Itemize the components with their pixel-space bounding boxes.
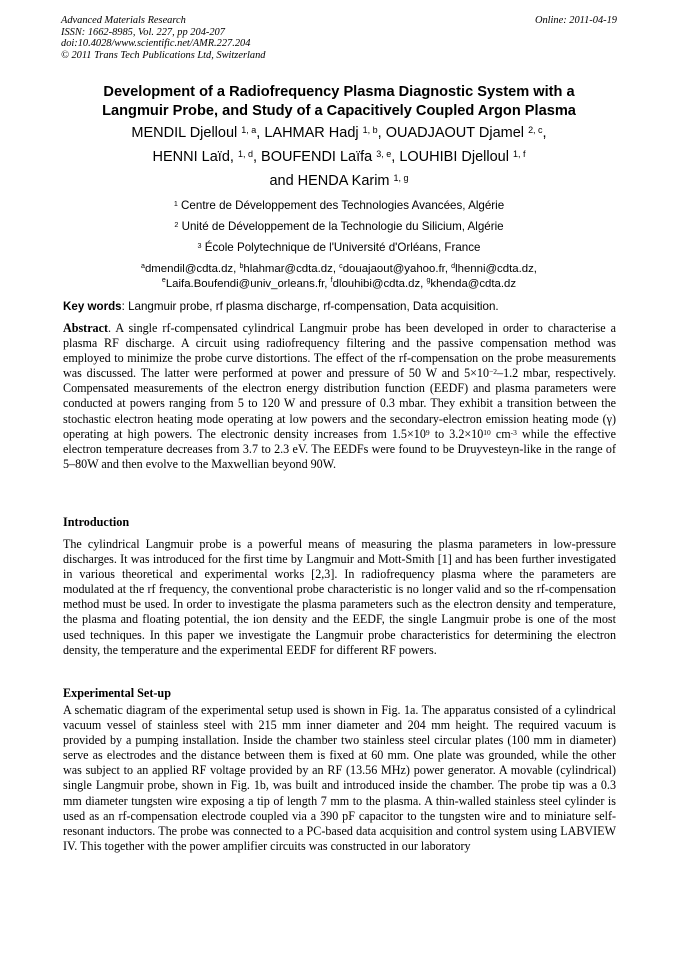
author-affiliation-mark: 1, d xyxy=(237,149,253,160)
author-affiliation-mark: 1, b xyxy=(362,125,378,136)
author-line-3 xyxy=(58,169,620,193)
email-address[interactable]: dlouhibi@cdta.dz, xyxy=(332,277,427,290)
author-affiliation-mark: 2, c xyxy=(528,125,543,136)
exponent: -3 xyxy=(510,427,517,437)
copyright-line: © 2011 Trans Tech Publications Ltd, Switzerland xyxy=(61,49,266,61)
introduction-text: The cylindrical Langmuir probe is a powerful means of measuring the plasma parameters in low-pressure discharges. It was introduced for the first time by Langmuir and Mott-Smith [1] and has been further investigated in various theoretical and experimental works [2,3]. In radiofrequency plasma where the parameters are modulated at the rf frequency, the conventional probe characteristic is no longer valid and so the rf-compensation method must be used. In order to investigate the plasma parameters such as the electron density and temperature, the plasma and floating potential, the ion density and the EEDF, the single Langmuir probe is one of the most used techniques. In this paper we investigate the Langmuir probe characteristics for determining the electron density, the temperature and the experimental EEDF for different RF powers. xyxy=(63,537,616,657)
email-address[interactable]: dmendil@cdta.dz, xyxy=(144,263,240,275)
doi-line: doi:10.4028/www.scientific.net/AMR.227.204 xyxy=(61,38,251,50)
author-separator: , xyxy=(542,125,547,141)
author-list xyxy=(58,121,620,193)
email-address[interactable]: khenda@cdta.dz xyxy=(430,277,517,290)
author-line-1 xyxy=(58,121,620,145)
email-list xyxy=(58,262,620,291)
affiliation-text: Centre de Développement des Technologies Avancées, Algérie xyxy=(181,199,505,212)
keywords-text: : Langmuir probe, rf plasma discharge, rf-compensation, Data acquisition. xyxy=(121,300,499,313)
keywords xyxy=(63,300,619,314)
author-name: OUADJAOUT Djamel xyxy=(385,125,525,141)
abstract-text: while the effective electron temperature decreases from 3.7 to 2.3 eV. The EEDFs were found to be Druyvesteyn-like in the range of 5–80W and then evolve to the Maxwellian beyond 90W. xyxy=(63,426,616,471)
affiliation-text: École Polytechnique de l'Université d'Orléans, France xyxy=(204,241,481,254)
affiliation-number: 1 xyxy=(173,198,178,208)
author-separator: , xyxy=(391,149,400,165)
issn-line: ISSN: 1662-8985, Vol. 227, pp 204-207 xyxy=(61,26,225,38)
abstract xyxy=(63,321,616,472)
email-line-2 xyxy=(58,277,620,292)
abstract-text: cm xyxy=(490,426,511,441)
author-name: BOUFENDI Laïfa xyxy=(261,149,373,165)
exponent: −2 xyxy=(489,367,498,377)
author-name: MENDIL Djelloul xyxy=(131,125,238,141)
exponent: 9 xyxy=(425,427,430,437)
email-mark: a xyxy=(141,262,145,270)
title-line-2: Langmuir Probe, and Study of a Capacitively Coupled Argon Plasma xyxy=(102,103,576,119)
experimental-text: A schematic diagram of the experimental setup used is shown in Fig. 1a. The apparatus consisted of a cylindrical vacuum vessel of stainless steel with 215 mm inner diameter and 204 mm height. The required vacuum is provided by a pumping installation. Inside the chamber two stainless steel circular plates (100 mm in diameter) serve as electrodes and the distance between them is fixed at 60 mm. One plate was grounded, while the other was subject to an applied RF voltage provided by an RF (13.56 MHz) power generator. A movable (cylindrical) single Langmuir probe, shown in Fig. 1b, was built and introduced inside the chamber. The probe tip was a 0.3 mm diameter tungsten wire exposing a tip of length 7 mm to the plasma. A thin-walled stainless steel cylinder is used as an rf-compensation electrode coupled via a 390 pF capacitor to the tungsten wire and to miniature self-resonant inductors. The probe was connected to a PC-based data acquisition and control system using LABVIEW IV. This together with the power amplifier circuits was constructed in our laboratory xyxy=(63,703,616,853)
author-name: LAHMAR Hadj xyxy=(264,125,359,141)
author-name: and HENDA Karim xyxy=(269,173,390,189)
abstract-text: –1.2 mbar, respectively. Compensated measurements of the electron energy distribution function (EEDF) and plasma parameters were conducted at powers ranging from 5 to 120 W and pressure of 0.3 mbar. They exhibit a transition between the stochastic electron heating mode operating at low powers and the secondary-electron emission heating mode (γ) operating at high powers. The electronic density increases from 1.5×10 xyxy=(63,366,616,441)
email-address[interactable]: lhenni@cdta.dz, xyxy=(455,263,537,275)
affiliation-text: Unité de Développement de la Technologie du Silicium, Algérie xyxy=(181,220,504,233)
abstract-text: to 3.2×10 xyxy=(429,426,484,441)
email-address[interactable]: hlahmar@cdta.dz, xyxy=(243,263,340,275)
affiliation-number: 2 xyxy=(174,219,179,229)
email-mark: e xyxy=(161,277,166,285)
author-separator: , xyxy=(252,149,262,165)
affiliation-number: 3 xyxy=(197,240,202,250)
affiliation-3 xyxy=(58,241,620,255)
email-address[interactable]: Laifa.Boufendi@univ_orleans.fr, xyxy=(165,277,331,290)
email-mark: d xyxy=(451,262,456,270)
experimental-heading: Experimental Set-up xyxy=(63,686,171,700)
author-affiliation-mark: 1, f xyxy=(512,149,526,160)
email-mark: b xyxy=(239,262,244,270)
paper-title xyxy=(58,83,620,121)
journal-name: Advanced Materials Research xyxy=(61,15,186,26)
exponent: 10 xyxy=(483,427,491,437)
author-affiliation-mark: 1, a xyxy=(241,125,257,136)
email-line-1 xyxy=(58,262,620,277)
abstract-text: . A single rf-compensated cylindrical Langmuir probe has been developed in order to characterise a plasma RF discharge. A circuit using radiofrequency filtering and the passive compensation method was employed to minimize the probe curve distortions. The effect of the rf-compensation on the probe measurements was discussed. The latter were performed at power and pressure of 50 W and 5×10 xyxy=(63,321,616,381)
journal-header xyxy=(61,15,617,61)
abstract-label: Abstract xyxy=(63,321,109,335)
online-date: Online: 2011-04-19 xyxy=(534,15,617,26)
author-name: LOUHIBI Djelloul xyxy=(399,149,509,165)
keywords-label: Key words xyxy=(63,300,122,313)
author-separator: , xyxy=(377,125,386,141)
author-separator: , xyxy=(256,125,265,141)
author-affiliation-mark: 1, g xyxy=(393,173,409,184)
author-line-2 xyxy=(58,145,620,169)
author-name: HENNI Laïd, xyxy=(152,149,234,165)
title-line-1: Development of a Radiofrequency Plasma Diagnostic System with a xyxy=(103,84,575,100)
email-mark: g xyxy=(426,277,431,285)
introduction-heading: Introduction xyxy=(63,515,130,529)
email-mark: c xyxy=(339,262,343,270)
email-mark: f xyxy=(330,277,333,285)
affiliation-1 xyxy=(58,199,620,213)
email-address[interactable]: douajaout@yahoo.fr, xyxy=(342,263,452,275)
author-affiliation-mark: 3, e xyxy=(376,149,392,160)
affiliation-2 xyxy=(58,220,620,234)
